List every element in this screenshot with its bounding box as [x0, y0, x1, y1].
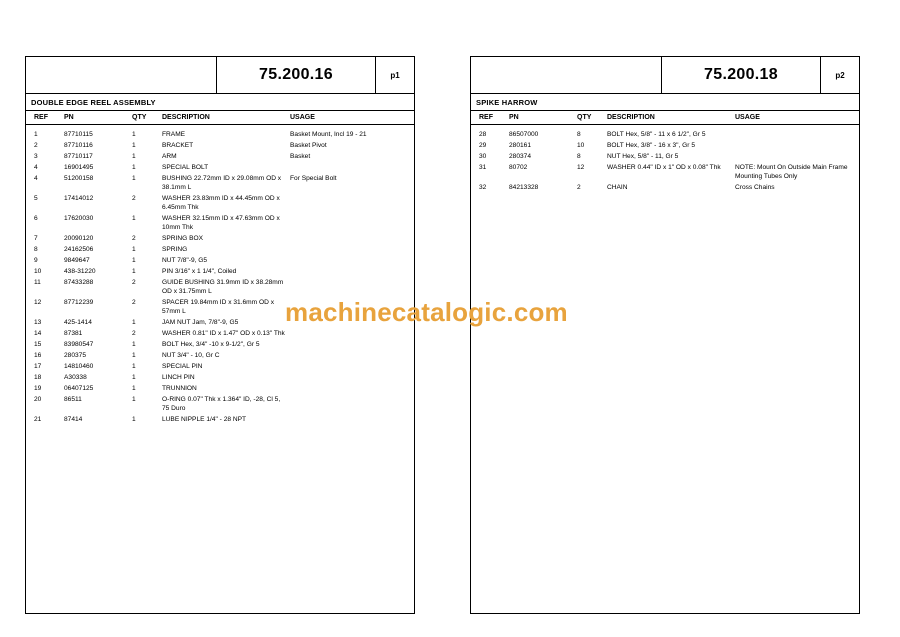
cell-description: BOLT Hex, 3/8" - 16 x 3", Gr 5: [607, 142, 695, 149]
cell-description: WASHER 23.83mm ID x 44.45mm OD x 6.45mm Thk: [162, 195, 280, 211]
cell-pn: 87414: [64, 416, 83, 423]
cell-ref: 29: [479, 142, 487, 149]
cell-description: SPRING BOX: [162, 235, 204, 242]
cell-ref: 4: [34, 175, 38, 182]
cell-qty: 1: [132, 164, 136, 171]
table-row: [26, 414, 414, 425]
cell-pn: 51200158: [64, 175, 94, 182]
column-header-usage: USAGE: [290, 114, 315, 121]
cell-ref: 19: [34, 385, 42, 392]
parts-table-left: [25, 94, 415, 614]
cell-description: BUSHING 22.72mm ID x 29.08mm OD x 38.1mm L: [162, 175, 282, 191]
table-row: [471, 162, 859, 182]
cell-pn: 83980547: [64, 341, 94, 348]
cell-description: SPECIAL PIN: [162, 363, 203, 370]
table-row: [26, 151, 414, 162]
cell-description: SPACER 19.84mm ID x 31.6mm OD x 57mm L: [162, 299, 274, 315]
cell-pn: 425-1414: [64, 319, 92, 326]
cell-usage: NOTE: Mount On Outside Main Frame Mounting Tubes Only: [735, 164, 848, 180]
column-header-ref: REF: [34, 114, 48, 121]
cell-qty: 1: [132, 396, 136, 403]
cell-usage: Basket Mount, Incl 19 - 21: [290, 131, 367, 138]
table-row: [471, 151, 859, 162]
cell-qty: 12: [577, 164, 585, 171]
table-column-headers: [471, 111, 859, 125]
cell-pn: 84213328: [509, 184, 539, 191]
cell-description: BOLT Hex, 5/8" - 11 x 6 1/2", Gr 5: [607, 131, 706, 138]
column-header-qty: QTY: [577, 114, 592, 121]
cell-ref: 30: [479, 153, 487, 160]
cell-qty: 1: [132, 142, 136, 149]
table-row: [26, 255, 414, 266]
watermark: machinecatalogic.com: [285, 297, 568, 327]
table-row: [26, 328, 414, 339]
table-row: [26, 394, 414, 414]
cell-pn: 17620030: [64, 215, 94, 222]
cell-pn: 87710115: [64, 131, 93, 138]
cell-usage: Basket: [290, 153, 311, 160]
table-row: [471, 182, 859, 193]
cell-description: BOLT Hex, 3/4" -10 x 9-1/2", Gr 5: [162, 341, 260, 348]
parts-panel-left: [25, 56, 415, 614]
cell-description: NUT 7/8"-9, G5: [162, 257, 208, 264]
table-row: [471, 129, 859, 140]
cell-description: WASHER 0.81" ID x 1.47" OD x 0.13" Thk: [162, 330, 285, 337]
cell-description: PIN 3/16" x 1 1/4", Coiled: [162, 268, 237, 275]
cell-ref: 32: [479, 184, 487, 191]
cell-description: WASHER 0.44" ID x 1" OD x 0.08" Thk: [607, 164, 721, 171]
cell-description: SPECIAL BOLT: [162, 164, 209, 171]
cell-description: CHAIN: [607, 184, 628, 191]
cell-ref: 6: [34, 215, 38, 222]
cell-qty: 1: [132, 268, 136, 275]
cell-qty: 1: [132, 319, 136, 326]
cell-qty: 2: [132, 235, 136, 242]
header-spacer: [471, 57, 662, 93]
cell-pn: A30338: [64, 374, 87, 381]
cell-qty: 1: [132, 341, 136, 348]
cell-qty: 1: [132, 257, 136, 264]
code-header-right: [470, 56, 860, 94]
cell-description: NUT Hex, 5/8" - 11, Gr 5: [607, 153, 679, 160]
parts-table-right: [470, 94, 860, 614]
header-spacer: [26, 57, 217, 93]
cell-description: WASHER 32.15mm ID x 47.63mm OD x 10mm Thk: [162, 215, 280, 231]
table-column-headers: [26, 111, 414, 125]
cell-description: LUBE NIPPLE 1/4" - 28 NPT: [162, 416, 247, 423]
cell-qty: 2: [132, 195, 136, 202]
cell-qty: 1: [132, 246, 136, 253]
column-header-description: DESCRIPTION: [607, 114, 655, 121]
cell-ref: 20: [34, 396, 42, 403]
cell-ref: 3: [34, 153, 38, 160]
table-row: [26, 350, 414, 361]
assembly-code: 75.200.18: [704, 66, 778, 83]
cell-usage: For Special Bolt: [290, 175, 337, 182]
cell-ref: 7: [34, 235, 38, 242]
cell-qty: 2: [132, 279, 136, 286]
table-body-left: [26, 125, 414, 425]
cell-ref: 15: [34, 341, 42, 348]
parts-panel-right: [470, 56, 860, 614]
table-row: [26, 244, 414, 255]
column-header-ref: REF: [479, 114, 493, 121]
cell-pn: 280161: [509, 142, 532, 149]
cell-ref: 4: [34, 164, 38, 171]
column-header-description: DESCRIPTION: [162, 114, 210, 121]
table-row: [26, 383, 414, 394]
cell-pn: 80702: [509, 164, 528, 171]
cell-qty: 1: [132, 215, 136, 222]
cell-ref: 16: [34, 352, 42, 359]
table-row: [26, 339, 414, 350]
cell-usage: Cross Chains: [735, 184, 775, 191]
cell-pn: 16901495: [64, 164, 94, 171]
cell-pn: 86507000: [509, 131, 539, 138]
cell-description: FRAME: [162, 131, 186, 138]
column-header-qty: QTY: [132, 114, 147, 121]
cell-pn: 87710116: [64, 142, 93, 149]
cell-pn: 14810460: [64, 363, 94, 370]
page-label: p1: [375, 57, 414, 93]
cell-pn: 87712239: [64, 299, 94, 306]
cell-qty: 1: [132, 153, 136, 160]
cell-qty: 10: [577, 142, 585, 149]
table-row: [26, 233, 414, 244]
cell-ref: 1: [34, 131, 38, 138]
cell-ref: 14: [34, 330, 42, 337]
page-label: p2: [820, 57, 859, 93]
cell-ref: 5: [34, 195, 38, 202]
cell-ref: 10: [34, 268, 42, 275]
table-row: [26, 277, 414, 297]
cell-qty: 1: [132, 352, 136, 359]
column-header-usage: USAGE: [735, 114, 760, 121]
cell-ref: 9: [34, 257, 38, 264]
cell-ref: 2: [34, 142, 38, 149]
cell-qty: 8: [577, 153, 581, 160]
cell-ref: 11: [34, 279, 41, 286]
cell-ref: 17: [34, 363, 42, 370]
cell-description: BRACKET: [162, 142, 194, 149]
cell-description: ARM: [162, 153, 177, 160]
cell-pn: 87433288: [64, 279, 94, 286]
cell-ref: 18: [34, 374, 42, 381]
code-header-left: [25, 56, 415, 94]
table-row: [26, 213, 414, 233]
cell-qty: 2: [132, 330, 136, 337]
table-row: [26, 162, 414, 173]
table-row: [471, 140, 859, 151]
cell-description: JAM NUT Jam, 7/8"-9, G5: [162, 319, 239, 326]
column-header-pn: PN: [509, 114, 519, 121]
cell-description: O-RING 0.07" Thk x 1.364" ID, -28, Cl 5, 75 Duro: [162, 396, 281, 412]
cell-description: LINCH PIN: [162, 374, 195, 381]
cell-description: NUT 3/4" - 10, Gr C: [162, 352, 220, 359]
cell-pn: 17414012: [64, 195, 94, 202]
table-row: [26, 372, 414, 383]
section-title: SPIKE HARROW: [471, 94, 859, 111]
cell-pn: 438-31220: [64, 268, 96, 275]
table-row: [26, 173, 414, 193]
cell-qty: 2: [132, 299, 136, 306]
cell-ref: 8: [34, 246, 38, 253]
table-row: [26, 266, 414, 277]
cell-qty: 1: [132, 131, 136, 138]
cell-qty: 1: [132, 374, 136, 381]
section-title: DOUBLE EDGE REEL ASSEMBLY: [26, 94, 414, 111]
assembly-code: 75.200.16: [259, 66, 333, 83]
cell-usage: Basket Pivot: [290, 142, 327, 149]
column-header-pn: PN: [64, 114, 74, 121]
table-row: [26, 140, 414, 151]
table-body-right: [471, 125, 859, 193]
cell-pn: 20090120: [64, 235, 94, 242]
cell-pn: 9849647: [64, 257, 90, 264]
cell-pn: 87381: [64, 330, 83, 337]
table-row: [26, 129, 414, 140]
cell-ref: 21: [34, 416, 42, 423]
cell-ref: 12: [34, 299, 42, 306]
cell-description: GUIDE BUSHING 31.9mm ID x 38.28mm OD x 31.75mm L: [162, 279, 284, 295]
cell-pn: 280375: [64, 352, 87, 359]
cell-qty: 1: [132, 175, 136, 182]
cell-qty: 1: [132, 416, 136, 423]
cell-qty: 1: [132, 363, 136, 370]
cell-pn: 24162506: [64, 246, 94, 253]
cell-qty: 2: [577, 184, 581, 191]
cell-description: SPRING: [162, 246, 188, 253]
table-row: [26, 193, 414, 213]
cell-ref: 28: [479, 131, 487, 138]
table-row: [26, 361, 414, 372]
cell-ref: 13: [34, 319, 42, 326]
cell-qty: 1: [132, 385, 136, 392]
cell-pn: 06407125: [64, 385, 94, 392]
cell-ref: 31: [479, 164, 487, 171]
cell-pn: 280374: [509, 153, 532, 160]
cell-pn: 86511: [64, 396, 82, 403]
cell-pn: 87710117: [64, 153, 93, 160]
cell-qty: 8: [577, 131, 581, 138]
cell-description: TRUNNION: [162, 385, 197, 392]
